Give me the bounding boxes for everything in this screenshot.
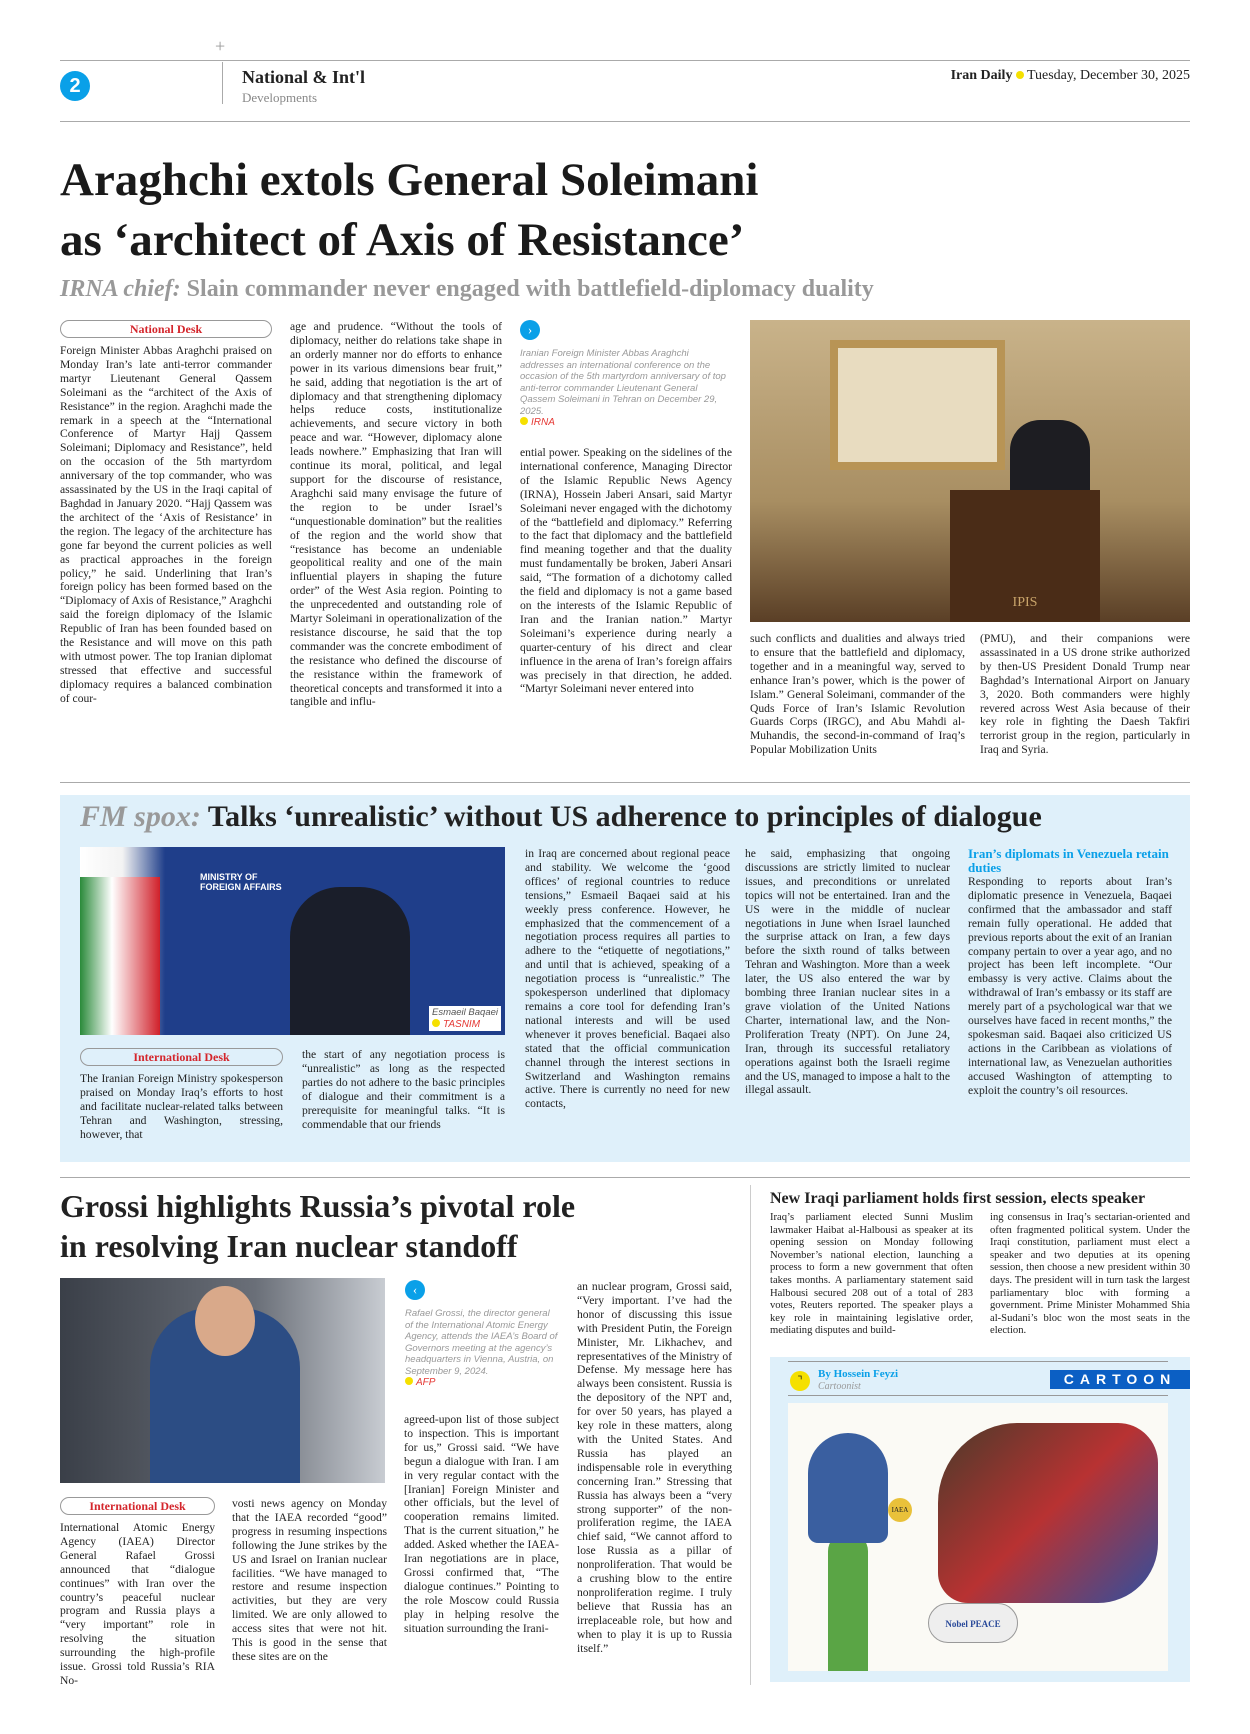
dot-icon <box>1016 71 1024 79</box>
header-rule <box>60 121 1190 122</box>
photo-caption: Iranian Foreign Minister Abbas Araghchi addresses an international conference on the occasion of the 5th martyrdom anniversary of top anti-terror commander Lieutenant General Qassem Soleimani in Tehran on December 29, 2025. IRNA <box>520 348 726 428</box>
subhead-text: Slain commander never engaged with battlefield-diplomacy duality <box>186 276 874 302</box>
kicker: IRNA chief: <box>60 276 181 302</box>
cartoon-byline: By Hossein Feyzi <box>818 1368 899 1380</box>
baqaei-photo <box>80 847 505 1035</box>
cartoon-rule <box>788 1395 1168 1396</box>
grossi-caricature <box>808 1433 888 1543</box>
cartoon-rule <box>788 1361 1168 1362</box>
article-column: National Desk Foreign Minister Abbas Araghchi praised on Monday Iran’s late anti-terror commander martyr Lieutenant General Qassem Soleimani as the “architect of the Axis of Resistance” in the region. Araghchi made the remark in a speech at the “International Conference of Martyr Hajj Qassem Soleimani; Diplomacy and Resistance”, held on the occasion of the 5th martyrdom anniversary of the top commander, who was assassinated by the US in the Iraqi capital of Baghdad in January 2020. “Hajj Qassem was the architect of the ‘Axis of Resistance’ in the region. The legacy of the architecture has gone far beyond the current policies as well as practical approaches in the foreign policy,” he said. Underlining that Iran’s foreign policy has been formed based on the “Diplomacy of Axis of Resistance,” Araghchi said the foreign diplomacy of the Islamic Republic of Iran has been founded based on the Resistance and will move on this path with utmost power. The top Iranian diplomat stressed that effective and successful diplomacy requires a balanced combination of cour- <box>60 322 272 705</box>
article-column: the start of any negotiation process is “unrealistic” as long as the respected parties do not adhere to the basic principles of dialogue and their commitment is a prerequisite for meaningful talks. “It is commendable that our friends <box>302 1048 505 1131</box>
cactus <box>828 1533 868 1671</box>
article-column: ential power. Speaking on the sidelines of the international conference, Managing Director of the Islamic Republic News Agency (IRNA), Hossein Jaberi Ansari, said Martyr Soleimani never engaged with the dichotomy of the “battlefield and diplomacy.” Referring to the fact that diplomacy and the battlefield find meaning together and that the duality must fundamentally be broken, Jaberi Ansari said, “The formation of a dichotomy called the field and diplomacy is not a game based on the interests of the Islamic Republic of Iran and the Iranian nation.” Martyr Soleimani’s experience during nearly a quarter-century of his direct and clear influence in the arena of Iran’s foreign affairs was precisely in that direction, he added. “Martyr Soleimani never entered into <box>520 446 732 696</box>
araghchi-photo <box>750 320 1190 622</box>
iaea-medal: IAEA <box>888 1498 912 1522</box>
grossi-head <box>195 1286 255 1356</box>
photo-caption: Rafael Grossi, the director general of the International Atomic Energy Agency, attends the IAEA’s Board of Governors meeting at the agency’s headquarters in Vienna, Austria, on September 9, 2024. AFP <box>405 1308 558 1388</box>
desk-label: International Desk <box>80 1048 283 1066</box>
article-column: International Desk International Atomic Energy Agency (IAEA) Director General Rafael Grossi announced that “dialogue continues” with Iran over the country’s peaceful nuclear program and Russia plays a “very important” role in resolving the situation surrounding the high-profile issue. Grossi told Russia’s RIA No- <box>60 1499 215 1687</box>
spokesman-figure <box>290 887 410 1035</box>
masthead <box>951 68 1190 84</box>
cartoonist-icon: ⌝ <box>790 1371 810 1391</box>
peace-dove: Nobel PEACE <box>928 1603 1018 1643</box>
headline: New Iraqi parliament holds first session, elects speaker <box>770 1190 1146 1207</box>
iran-flag <box>80 877 160 1035</box>
article-column: in Iraq are concerned about regional peace and stability. We welcome the ‘good offices’ of regional countries to reduce tensions,” Esmaeil Baqaei said at his weekly press conference. However, he emphasized that the commencement of a negotiation process requires all parties to adhere to the “etiquette of negotiations,” and until that is achieved, speaking of a negotiation process is “unrealistic.” The spokesperson underlined that diplomacy remains a core tool for defending Iran’s national interests and will be used whenever it proves beneficial. Baqaei also stated that the official communication channel through the interest sections in Switzerland and Washington remains active. There is currently no need for new contacts, <box>525 847 730 1111</box>
cartoon-box <box>770 1357 1190 1682</box>
article-column: (PMU), and their companions were assassinated in a US drone strike authorized by then-US President Donald Trump near Baghdad’s International Airport on January 3, 2020. Both commanders were highly revered across West Asia because of their key role in fighting the Daesh Takfiri terrorist group in the region, particularly in Iraq and Syria. <box>980 632 1190 757</box>
top-rule <box>60 60 1190 61</box>
paper-name: Iran Daily <box>950 68 1013 83</box>
article-column: agreed-upon list of those subject to inspection. This is important for us,” Grossi said. “We have begun a dialogue with Iran. I am in very regular contact with the [Iranian] Foreign Minister and other officials, but the level of cooperation remains limited. That is the current situation,” he added. Asked whether the IAEA-Iran negotiations are in place, Grossi confirmed that, “The dialogue continues.” Pointing to the role Moscow could Russia play in helping resolve the situation surrounding the Irani- <box>404 1413 559 1635</box>
subhead: Iran’s diplomats in Venezuela retain duties <box>968 846 1169 875</box>
top-rule-2 <box>60 782 1190 783</box>
page-number-badge: 2 <box>60 71 90 101</box>
issue-date: Tuesday, December 30, 2025 <box>1026 68 1190 83</box>
backdrop-text: MINISTRY OF FOREIGN AFFAIRS <box>200 872 282 892</box>
rule-3 <box>60 1177 1190 1178</box>
article-column: Iraq’s parliament elected Sunni Muslim lawmaker Haibat al-Halbousi as speaker at its opening session on Monday following November’s national election, launching a process to form a new government that often takes months. A parliamentary statement said Halbousi secured 208 out of a total of 283 votes, Reuters reported. The speaker plays a key role in maintaining legislative order, mediating disputes and build- <box>770 1212 973 1337</box>
vertical-divider <box>750 1185 751 1685</box>
article-column: International Desk The Iranian Foreign Ministry spokesperson praised on Monday Iraq’s efforts to host and facilitate nuclear-related talks between Tehran and Washington, stressing, however, that <box>80 1050 283 1141</box>
desk-label: International Desk <box>60 1497 215 1515</box>
article-column: vosti news agency on Monday that the IAEA recorded “good” progress in resuming inspections following the June strikes by the US and Israel on Iranian nuclear facilities. “We have managed to restore and resume inspection activities, but they are very limited. We are only allowed to access sites that were not hit. This is good in the sense that these sites are on the <box>232 1497 387 1663</box>
header-divider <box>222 62 223 104</box>
section-title: National & Int'l <box>242 67 366 87</box>
article-column: age and prudence. “Without the tools of diplomacy, neither do relations take shape in an orderly manner nor do efforts to enhance power in its various dimensions bear fruit,” he said, adding that negotiation is the art of diplomacy and that strengthening diplomacy helps reduce costs, institutionalize achievements, and secure victory in both peace and war. “However, diplomacy alone leads nowhere.” Emphasizing that Iran will continue its moral, political, and legal support for the discourse of resistance, Araghchi said many envisage the future of the region to be under Israel’s “unquestionable domination” but the realities of the region and the world show that “resistance has become an undeniable geopolitical reality and one of the main influential players in shaping the future order” of the West Asia region. Pointing to the unprecedented and outstanding role of Martyr Soleimani in operationalization of the resistance discourse, he said that the top commander was the concrete embodiment of the resistance who defined the discourse of the resistance within the framework of theoretical concepts and transformed it into a tangible and influ- <box>290 320 502 709</box>
section-subtitle: Developments <box>242 90 318 105</box>
kicker: FM spox: <box>80 800 201 833</box>
cartoon-label: CARTOON <box>1050 1370 1190 1389</box>
eagle <box>938 1423 1158 1603</box>
chevron-left-icon: ‹ <box>405 1280 425 1300</box>
headline-line-2: as ‘architect of Axis of Resistance’ <box>60 214 745 266</box>
article-column: Iran’s diplomats in Venezuela retain duties Responding to reports about Iran’s diplomatic presence in Venezuela, Baqaei confirmed that the ambassador and staff remain fully operational. He added that previous reports about the exit of an Iranian company pertain to over a year ago, and no project has been left incomplete. “Our embassy is very active. Claims about the withdrawal of Iran’s embassy or its staff are merely part of a psychological war that we ourselves have faced in recent months,” the spokesman said. Baqaei also criticized US actions in the Caribbean as violations of international law, as Venezuelan authorities accused Washington of attempting to exploit the country’s oil resources. <box>968 846 1172 1097</box>
calligraphy-frame <box>830 340 1005 470</box>
headline <box>60 150 758 270</box>
article-column: such conflicts and dualities and always tried to ensure that the battlefield and diplomacy, together and in a meaningful way, served to enhance Iran’s power, which is the power of Islam.” General Soleimani, commander of the Quds Force of Iran’s Islamic Revolution Guards Corps (IRGC), and Abu Mahdi al-Muhandis, the second-in-command of Iraq’s Popular Mobilization Units <box>750 632 965 757</box>
photo-credit: IRNA <box>531 417 555 428</box>
headline: Grossi highlights Russia’s pivotal role in resolving Iran nuclear standoff <box>60 1188 576 1264</box>
grossi-photo <box>60 1278 385 1483</box>
article-column: ing consensus in Iraq’s sectarian-oriented and often fragmented political system. Under the Iraqi constitution, parliament must elect a speaker and two deputies at its opening session, then choose a new president within 30 days. The president will in turn task the largest parliamentary bloc with forming a government. Prime Minister Mohammed Shia al-Sudani’s bloc won the most seats in the election. <box>990 1212 1190 1337</box>
chevron-right-icon: › <box>520 320 540 340</box>
desk-label: National Desk <box>60 320 272 338</box>
photo-caption: Esmaeil Baqaei TASNIM <box>429 1006 501 1031</box>
headline-line-1: Araghchi extols General Soleimani <box>60 154 759 206</box>
article-column: an nuclear program, Grossi said, “Very important. I’ve had the honor of discussing this issue with President Putin, the Foreign Minister, Mr. Likhachev, and representatives of the Ministry of Defense. My message here has always been consistent. Russia is the depository of the NPT and, for over 50 years, has played a key role in these matters, along with the United States. And Russia has played an indispensable role in everything concerning Iran.” Stressing that Russia has always been a “very strong supporter” of the non-proliferation regime, the IAEA chief said, “We cannot afford to lose Russia as a pillar of nonproliferation. That would be a crushing blow to the entire nonproliferation regime. I truly believe that Russia has an irreplaceable role, but how and when to play it is up to Russia itself.” <box>577 1280 732 1655</box>
cartoon-image <box>788 1403 1168 1671</box>
subheadline <box>60 276 874 303</box>
headline: FM spox: Talks ‘unrealistic’ without US adherence to principles of dialogue <box>80 800 1042 833</box>
cartoonist-role: Cartoonist <box>818 1381 861 1392</box>
crop-mark: + <box>215 36 226 56</box>
podium: IPIS <box>950 490 1100 622</box>
article-column: he said, emphasizing that ongoing discussions are strictly limited to nuclear issues, and preconditions or unrelated topics will not be entertained. Iran and the US were in the middle of nuclear negotiations in June when Israel launched the surprise attack on Iran, a few days before the sixth round of talks between Tehran and Washington. More than a week later, the US also entered the war by bombing three Iranian nuclear sites in a grave violation of the United Nations Charter, international law, and the Non-Proliferation Treaty (NPT). On June 24, Iran, through its successful retaliatory operations against both the Israeli regime and the US, managed to impose a halt to the illegal assault. <box>745 847 950 1097</box>
